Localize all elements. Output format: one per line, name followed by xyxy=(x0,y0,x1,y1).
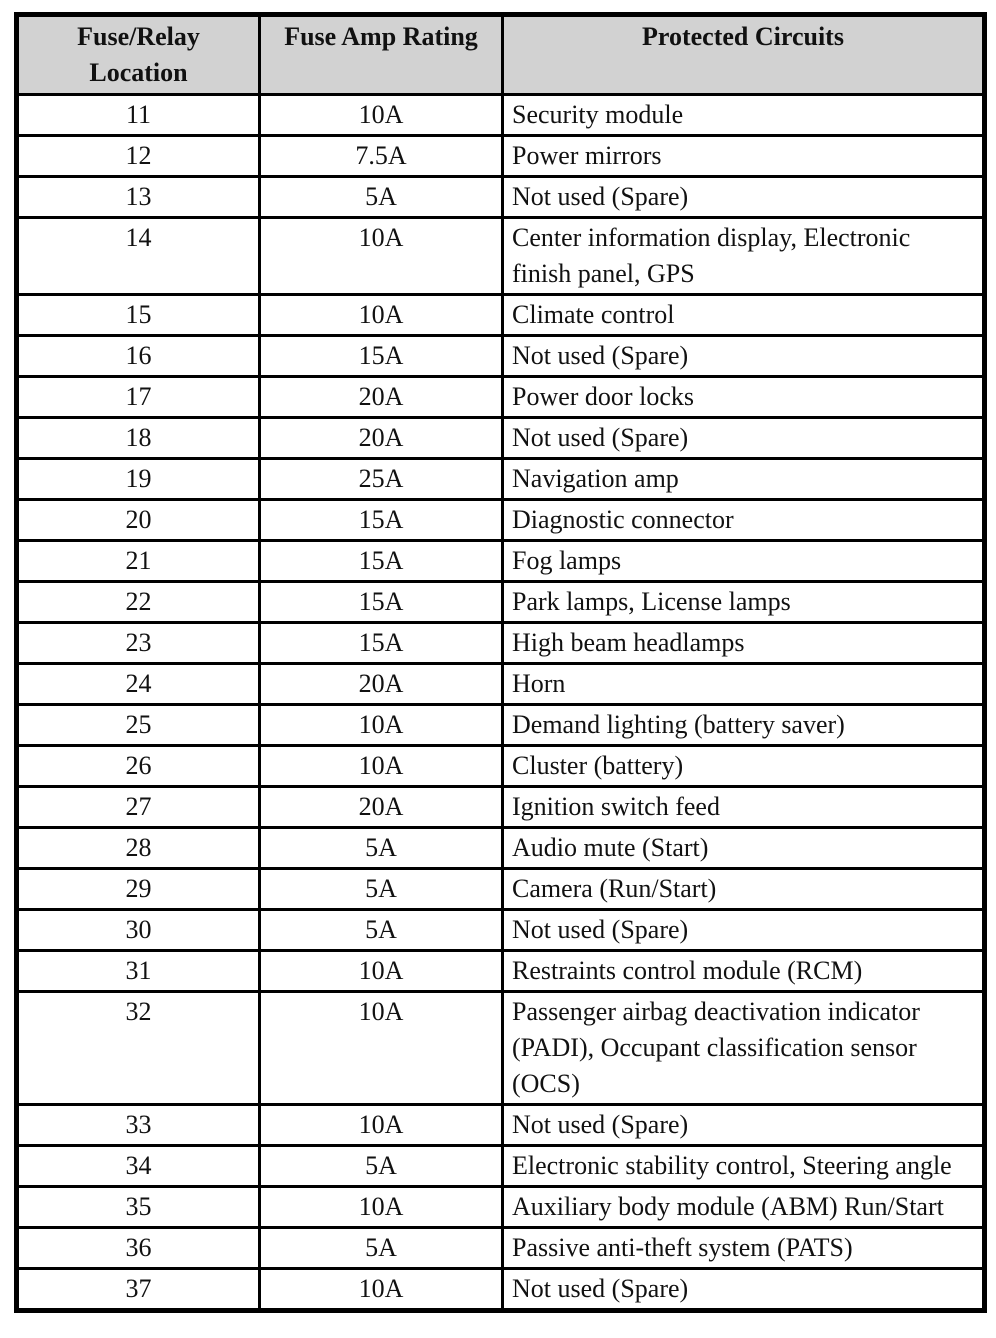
cell-circuits: Power door locks xyxy=(503,377,985,418)
cell-circuits: Passenger airbag deactivation indicator (PADI), Occupant classification sensor (OCS) xyxy=(503,992,985,1105)
cell-rating: 10A xyxy=(260,218,503,295)
table-row xyxy=(17,787,985,828)
table-row xyxy=(17,218,985,295)
cell-rating: 5A xyxy=(260,1228,503,1269)
cell-rating: 15A xyxy=(260,336,503,377)
table-row xyxy=(17,95,985,136)
cell-circuits: Passive anti-theft system (PATS) xyxy=(503,1228,985,1269)
cell-rating: 25A xyxy=(260,459,503,500)
cell-rating: 7.5A xyxy=(260,136,503,177)
cell-location: 30 xyxy=(17,910,260,951)
cell-location: 27 xyxy=(17,787,260,828)
cell-rating: 20A xyxy=(260,418,503,459)
cell-rating: 20A xyxy=(260,787,503,828)
cell-rating: 10A xyxy=(260,951,503,992)
table-row xyxy=(17,1105,985,1146)
cell-rating: 10A xyxy=(260,295,503,336)
cell-location: 29 xyxy=(17,869,260,910)
table-row xyxy=(17,828,985,869)
header-row xyxy=(17,15,985,95)
cell-rating: 5A xyxy=(260,869,503,910)
cell-circuits: High beam headlamps xyxy=(503,623,985,664)
cell-circuits: Navigation amp xyxy=(503,459,985,500)
cell-location: 35 xyxy=(17,1187,260,1228)
table-row xyxy=(17,951,985,992)
cell-rating: 10A xyxy=(260,95,503,136)
cell-rating: 15A xyxy=(260,582,503,623)
fuse-table xyxy=(14,12,987,1313)
table-row xyxy=(17,705,985,746)
table-row xyxy=(17,1146,985,1187)
cell-location: 21 xyxy=(17,541,260,582)
table-row xyxy=(17,582,985,623)
cell-location: 25 xyxy=(17,705,260,746)
cell-location: 18 xyxy=(17,418,260,459)
table-row xyxy=(17,1269,985,1311)
table-row xyxy=(17,418,985,459)
cell-location: 36 xyxy=(17,1228,260,1269)
cell-circuits: Electronic stability control, Steering angle xyxy=(503,1146,985,1187)
table-row xyxy=(17,623,985,664)
cell-circuits: Cluster (battery) xyxy=(503,746,985,787)
cell-location: 32 xyxy=(17,992,260,1105)
cell-location: 37 xyxy=(17,1269,260,1311)
cell-rating: 15A xyxy=(260,500,503,541)
cell-circuits: Not used (Spare) xyxy=(503,910,985,951)
cell-rating: 20A xyxy=(260,664,503,705)
cell-circuits: Camera (Run/Start) xyxy=(503,869,985,910)
cell-location: 12 xyxy=(17,136,260,177)
table-body xyxy=(17,95,985,1311)
table-row xyxy=(17,295,985,336)
cell-location: 13 xyxy=(17,177,260,218)
cell-rating: 10A xyxy=(260,1187,503,1228)
cell-location: 24 xyxy=(17,664,260,705)
cell-rating: 5A xyxy=(260,910,503,951)
cell-circuits: Restraints control module (RCM) xyxy=(503,951,985,992)
cell-location: 11 xyxy=(17,95,260,136)
cell-circuits: Not used (Spare) xyxy=(503,336,985,377)
cell-rating: 20A xyxy=(260,377,503,418)
table-row xyxy=(17,1187,985,1228)
cell-circuits: Demand lighting (battery saver) xyxy=(503,705,985,746)
cell-rating: 10A xyxy=(260,1105,503,1146)
cell-location: 19 xyxy=(17,459,260,500)
cell-rating: 15A xyxy=(260,541,503,582)
cell-location: 26 xyxy=(17,746,260,787)
cell-location: 16 xyxy=(17,336,260,377)
cell-rating: 15A xyxy=(260,623,503,664)
table-row xyxy=(17,500,985,541)
table-row xyxy=(17,459,985,500)
table-row xyxy=(17,869,985,910)
table-row xyxy=(17,1228,985,1269)
cell-rating: 5A xyxy=(260,828,503,869)
cell-location: 22 xyxy=(17,582,260,623)
table-row xyxy=(17,664,985,705)
cell-location: 28 xyxy=(17,828,260,869)
cell-location: 20 xyxy=(17,500,260,541)
cell-location: 17 xyxy=(17,377,260,418)
table-row xyxy=(17,136,985,177)
cell-rating: 10A xyxy=(260,705,503,746)
table-row xyxy=(17,377,985,418)
column-header-location: Fuse/Relay Location xyxy=(17,15,260,95)
cell-circuits: Diagnostic connector xyxy=(503,500,985,541)
column-header-rating: Fuse Amp Rating xyxy=(260,15,503,95)
table-row xyxy=(17,541,985,582)
cell-circuits: Climate control xyxy=(503,295,985,336)
cell-circuits: Center information display, Electronic finish panel, GPS xyxy=(503,218,985,295)
cell-location: 15 xyxy=(17,295,260,336)
table-header xyxy=(17,15,985,95)
table-row xyxy=(17,177,985,218)
cell-circuits: Not used (Spare) xyxy=(503,1105,985,1146)
cell-rating: 10A xyxy=(260,1269,503,1311)
column-header-circuits: Protected Circuits xyxy=(503,15,985,95)
cell-circuits: Auxiliary body module (ABM) Run/Start xyxy=(503,1187,985,1228)
cell-rating: 5A xyxy=(260,177,503,218)
cell-circuits: Not used (Spare) xyxy=(503,418,985,459)
cell-circuits: Power mirrors xyxy=(503,136,985,177)
cell-rating: 10A xyxy=(260,746,503,787)
cell-location: 14 xyxy=(17,218,260,295)
table-row xyxy=(17,910,985,951)
cell-circuits: Park lamps, License lamps xyxy=(503,582,985,623)
table-row xyxy=(17,336,985,377)
cell-location: 31 xyxy=(17,951,260,992)
table-row xyxy=(17,746,985,787)
cell-location: 23 xyxy=(17,623,260,664)
cell-circuits: Not used (Spare) xyxy=(503,1269,985,1311)
cell-rating: 5A xyxy=(260,1146,503,1187)
cell-circuits: Audio mute (Start) xyxy=(503,828,985,869)
cell-circuits: Not used (Spare) xyxy=(503,177,985,218)
cell-circuits: Ignition switch feed xyxy=(503,787,985,828)
cell-circuits: Horn xyxy=(503,664,985,705)
cell-circuits: Security module xyxy=(503,95,985,136)
cell-location: 33 xyxy=(17,1105,260,1146)
cell-circuits: Fog lamps xyxy=(503,541,985,582)
cell-rating: 10A xyxy=(260,992,503,1105)
table-row xyxy=(17,992,985,1105)
cell-location: 34 xyxy=(17,1146,260,1187)
